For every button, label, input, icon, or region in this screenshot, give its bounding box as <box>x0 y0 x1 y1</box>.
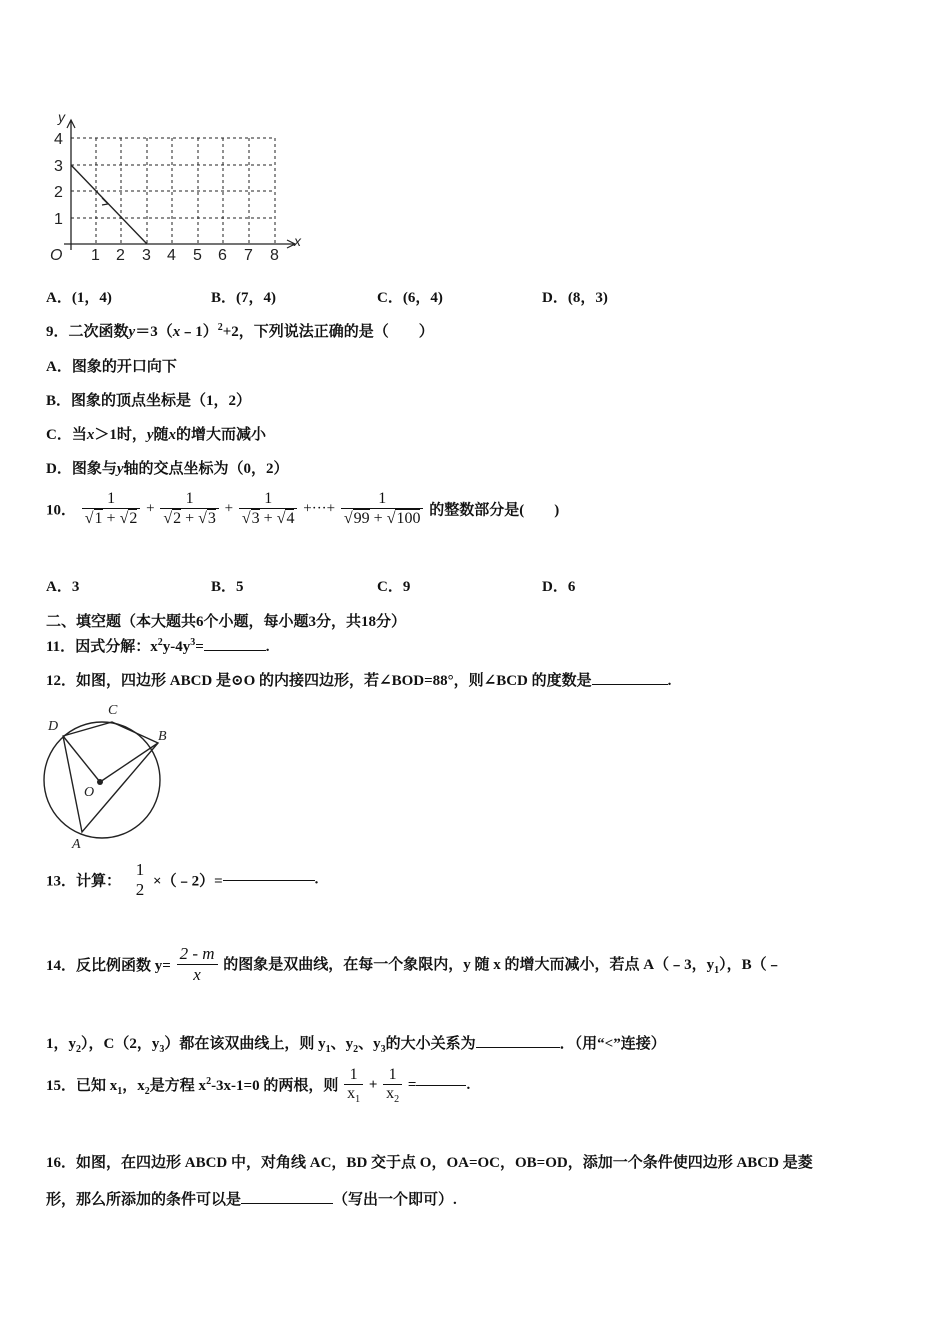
answer-blank[interactable] <box>241 1203 333 1204</box>
q10-option-d[interactable]: D．6 <box>542 579 576 595</box>
q8-option-c[interactable] <box>377 286 443 307</box>
q10-option-a[interactable]: A．3 <box>46 579 80 595</box>
x-tick-label: 8 <box>270 247 279 264</box>
q10-stem: 10． $\frac{1}{√1 + √2}$ + $\frac{1}{√2 + √3}$ + $\frac{1}{√3 + √4}$ +···+ $\frac{1}{√99 + √100}$ 的整数部分是( ) <box>46 490 560 527</box>
option-text: (7，4) <box>236 290 277 306</box>
x-tick-label: 6 <box>218 247 227 264</box>
label-d: D <box>48 719 59 734</box>
answer-blank[interactable] <box>204 650 266 651</box>
answer-blank[interactable] <box>476 1047 560 1048</box>
x-tick-label: 5 <box>193 247 202 264</box>
option-letter: B． <box>211 290 237 306</box>
q9-option-d[interactable]: D．图象与y轴的交点坐标为（0，2） <box>46 461 289 477</box>
option-letter: D． <box>542 290 568 306</box>
option-letter: A． <box>46 290 72 306</box>
label-c: C <box>108 703 118 718</box>
x-tick-label: 4 <box>167 247 176 264</box>
q13: 13．计算： 1 2 ×（﹣2）= . <box>46 860 319 899</box>
q9-option-b[interactable]: B．图象的顶点坐标是（1，2） <box>46 393 252 409</box>
q16-line1: 16．如图，在四边形 ABCD 中，对角线 AC，BD 交于点 O，OA=OC，OB=OD，添加一个条件使四边形 ABCD 是菱 <box>46 1155 813 1171</box>
segment-od <box>63 736 100 782</box>
y-tick-label: 4 <box>54 131 63 148</box>
section-heading: 二、填空题（本大题共6个小题，每小题3分，共18分） <box>46 614 407 630</box>
label-b: B <box>158 729 167 744</box>
label-o: O <box>84 785 95 800</box>
q14-line2: 1，$y_2$），C（2，$y_3$）都在该双曲线上，则 $y_1$、$y_2$、$y_3$的大小关系为 ．（用“<”连接） <box>46 1036 666 1055</box>
q8-option-a[interactable] <box>46 286 112 307</box>
q16-line2: 形，那么所添加的条件可以是 （写出一个即可）. <box>46 1192 457 1208</box>
x-tick-label: 1 <box>91 247 100 264</box>
q9-option-a[interactable]: A．图象的开口向下 <box>46 359 177 375</box>
q8-option-b[interactable] <box>211 286 276 307</box>
answer-blank[interactable] <box>223 880 315 881</box>
y-tick-label: 3 <box>54 158 63 175</box>
y-tick-label: 1 <box>54 211 63 228</box>
option-text: (8，3) <box>567 290 608 306</box>
q11: 11．因式分解：$x^2y-4y^3=$ . <box>46 637 270 655</box>
x-axis-label: x <box>294 233 301 249</box>
x-tick-label: 3 <box>142 247 151 264</box>
answer-blank[interactable] <box>592 684 668 685</box>
q12-circle-figure <box>40 700 180 850</box>
q12: 12．如图，四边形 ABCD 是⊙O 的内接四边形，若∠BOD=88°，则∠BCD 的度数是 . <box>46 673 672 689</box>
y-tick-label: 2 <box>54 184 63 201</box>
x-tick-label: 7 <box>244 247 253 264</box>
q14-line1: 14．反比例函数 y= $\frac{2 - m}{x}$ 的图象是双曲线，在每一个象限内，y 随 x 的增大而减小，若点 A（﹣3，$y_1$），B（﹣ <box>46 944 782 984</box>
graph-segment <box>71 165 147 244</box>
q9-option-c[interactable]: C．当x＞1时，y随x的增大而减小 <box>46 427 267 443</box>
option-text: (6，4) <box>402 290 443 306</box>
q10-option-c[interactable]: C．9 <box>377 579 411 595</box>
origin-label: O <box>50 247 63 264</box>
option-letter: C． <box>377 290 403 306</box>
center-point <box>97 779 103 785</box>
q15: 15．已知 $x_1$，$x_2$是方程 $x^2-3x-1=0$ 的两根，则 $\frac{1}{x_1}$ + $\frac{1}{x_2}$ = . <box>46 1066 471 1106</box>
grid-lines <box>71 138 275 244</box>
segment-arrow <box>102 198 108 205</box>
q9-stem: 9．二次函数y＝3（x﹣1）$^2$+2，下列说法正确的是（ ） <box>46 322 434 340</box>
option-text: (1，4) <box>71 290 112 306</box>
x-tick-label: 2 <box>116 247 125 264</box>
answer-blank[interactable] <box>416 1085 466 1086</box>
q8-graph <box>40 108 310 273</box>
q10-option-b[interactable]: B．5 <box>211 579 244 595</box>
y-axis-label: y <box>58 109 65 125</box>
label-a: A <box>72 837 81 850</box>
q8-option-d[interactable] <box>542 286 608 307</box>
quadrilateral-abcd <box>63 722 158 832</box>
